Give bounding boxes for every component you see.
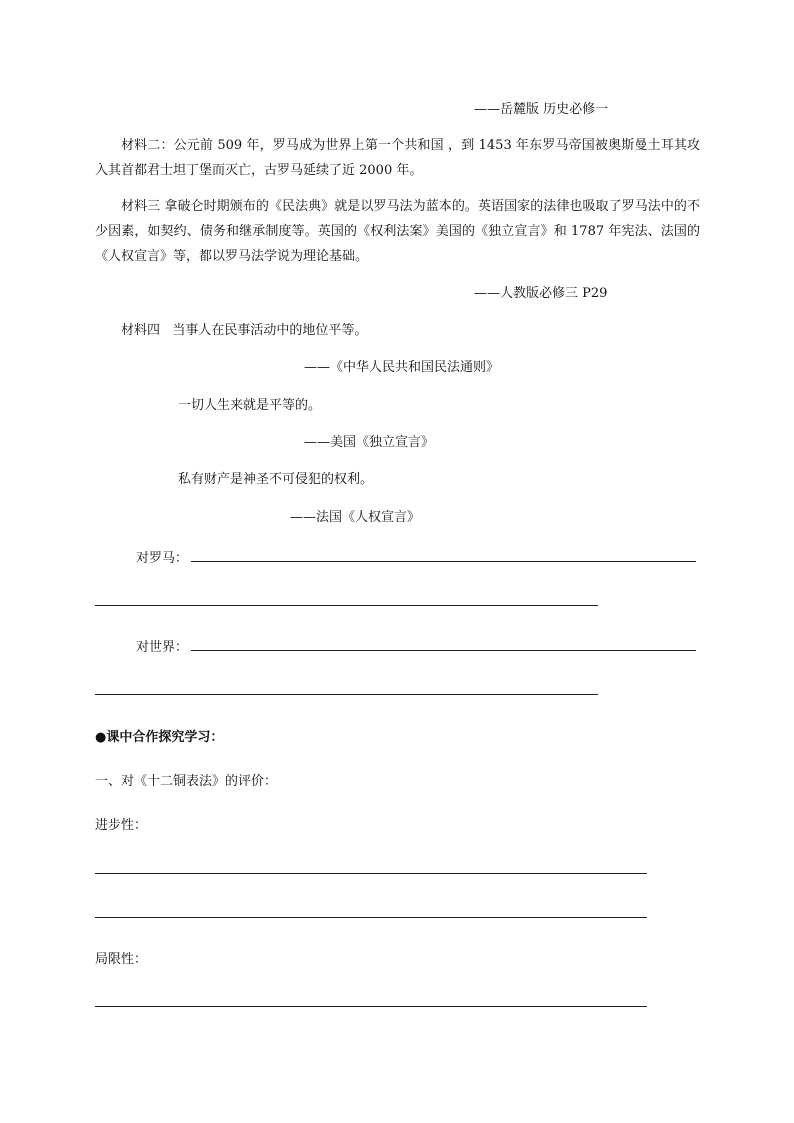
material-4-label: 材料四: [121, 323, 161, 338]
material-3: 材料三 拿破仑时期颁布的《民法典》就是以罗马法为蓝本的。英语国家的法律也吸取了罗马法中的不少因素，如契约、债务和继承制度等。英国的《权利法案》美国的《独立宣言》和 1787 年宪法、法国的《人权宣言》等，都以罗马法学说为理论基础。: [95, 199, 700, 264]
material-4-text-1: 当事人在民事活动中的地位平等。: [172, 323, 368, 338]
material-4-text-3: 私有财产是神圣不可侵犯的权利。: [178, 472, 374, 487]
world-answer-line-2[interactable]: [95, 694, 598, 695]
source-yuelu: ——岳麓版 历史必修一: [474, 102, 609, 117]
progressive-answer-line-2[interactable]: [95, 917, 647, 918]
question-1: 一、对《十二铜表法》的评价：: [95, 774, 278, 789]
rome-answer-line-1[interactable]: [191, 561, 696, 562]
material-4-line: [121, 319, 367, 338]
material-4-text-2: 一切人生来就是平等的。: [178, 398, 322, 413]
source-renjiao: ——人教版必修三 P29: [474, 286, 608, 301]
limitation-answer-line-1[interactable]: [95, 1006, 647, 1007]
world-answer-line-1[interactable]: [191, 650, 696, 651]
progressive-answer-line-1[interactable]: [95, 873, 647, 874]
material-2: 材料二：公元前 509 年，罗马成为世界上第一个共和国 ，到 1453 年东罗马帝国被奥斯曼土耳其攻入其首都君士坦丁堡而灭亡，古罗马延续了近 2000 年。: [95, 138, 700, 178]
progressive-label: 进步性：: [95, 818, 148, 833]
world-label: 对世界：: [136, 640, 189, 655]
section-heading: ●课中合作探究学习：: [95, 730, 224, 745]
rome-answer-line-2[interactable]: [95, 605, 598, 606]
limitation-label: 局限性：: [95, 952, 148, 967]
rome-label: 对罗马：: [136, 551, 189, 566]
source-civil-law: ——《中华人民共和国民法通则》: [304, 360, 500, 375]
source-us-declaration: ——美国《独立宣言》: [304, 435, 435, 450]
source-french-declaration: ——法国《人权宣言》: [290, 510, 421, 525]
